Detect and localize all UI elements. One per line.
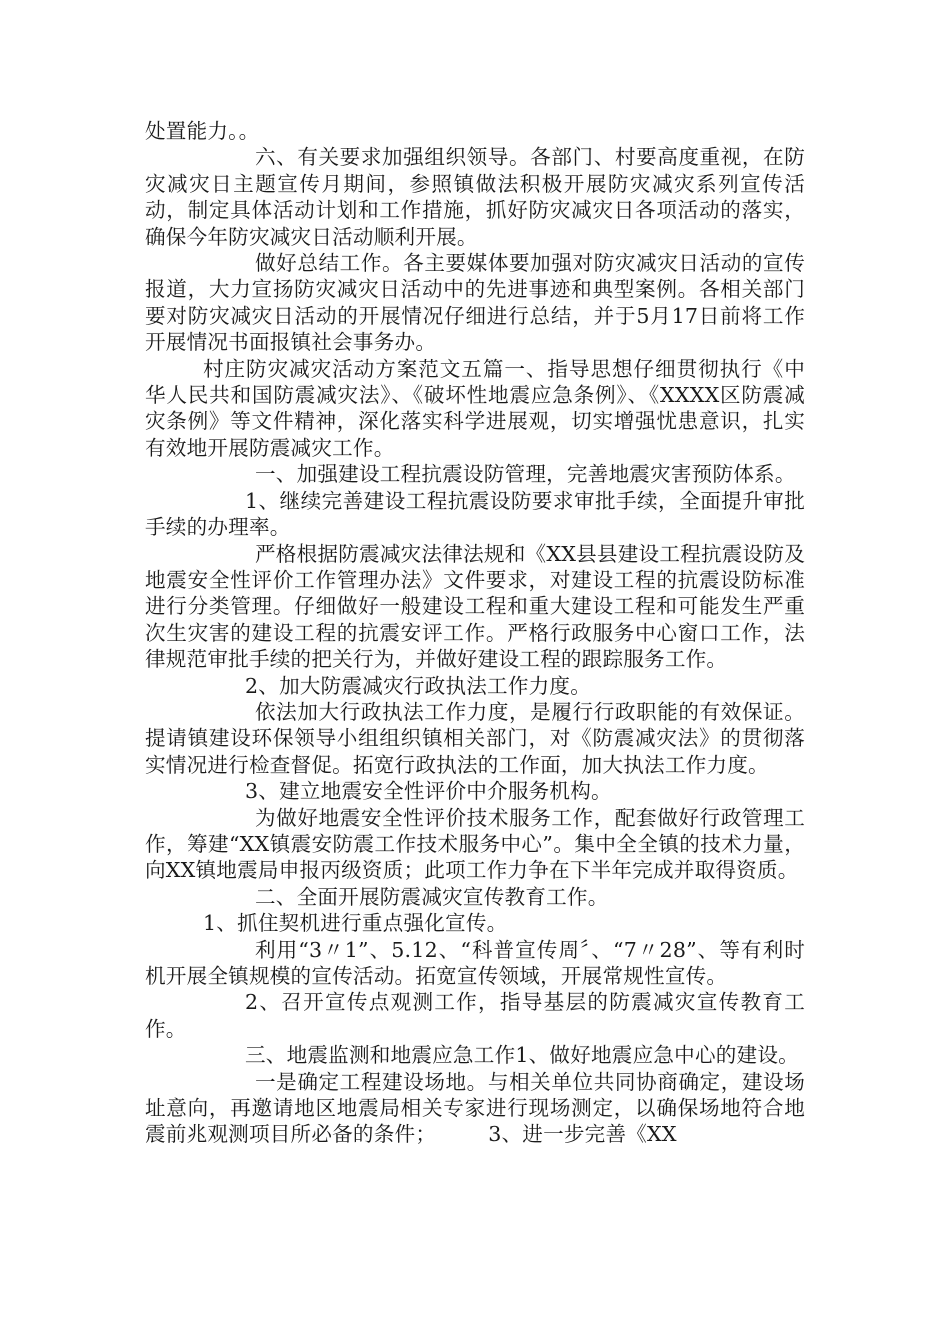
paragraph: 依法加大行政执法工作力度，是履行行政职能的有效保证。提请镇建设环保领导小组组织镇相关部门，对《防震减灾法》的贯彻落实情况进行检查督促。拓宽行政执法的工作面，加大执法工作力度。: [145, 699, 805, 777]
paragraph: 六、有关要求加强组织领导。各部门、村要高度重视，在防灾减灾日主题宣传月期间，参照镇做法积极开展防灾减灾系列宣传活动，制定具体活动计划和工作措施，抓好防灾减灾日各项活动的落实，确保今年防灾减灾日活动顺利开展。: [145, 145, 805, 249]
paragraph: 严格根据防震减灾法律法规和《XX县县建设工程抗震设防及地震安全性评价工作管理办法》文件要求，对建设工程的抗震设防标准进行分类管理。仔细做好一般建设工程和重大建设工程和可能发生严重次生灾害的建设工程的抗震安评工作。严格行政服务中心窗口工作，法律规范审批手续的把关行为，并做好建设工程的跟踪服务工作。: [145, 541, 805, 672]
paragraph: 利用“3〃1”、5.12、“科普宣传周〞、“7〃28”、等有利时机开展全镇规模的宣传活动。拓宽宣传领域，开展常规性宣传。: [145, 937, 805, 988]
subsection-heading: 1、继续完善建设工程抗震设防要求审批手续，全面提升审批手续的办理率。: [145, 488, 805, 540]
section-heading: 二、全面开展防震减灾宣传教育工作。: [255, 884, 609, 909]
subsection-heading: 3、建立地震安全性评价中介服务机构。: [245, 779, 612, 804]
paragraph: 村庄防灾减灾活动方案范文五篇一、指导思想仔细贯彻执行《中华人民共和国防震减灾法》、《破坏性地震应急条例》、《XXXX区防震减灾条例》等文件精神，深化落实科学进展观，切实增强忧患意识，扎实有效地开展防震减灾工作。: [145, 356, 805, 460]
section-heading: 一、加强建设工程抗震设防管理，完善地震灾害预防体系。: [255, 462, 796, 487]
subsection-heading: 1、抓住契机进行重点强化宣传。: [203, 911, 508, 936]
paragraph: 为做好地震安全性评价技术服务工作，配套做好行政管理工作，筹建“XX镇震安防震工作技术服务中心”。集中全全镇的技术力量，向XX镇地震局申报丙级资质；此项工作力争在下半年完成并取得资质。: [145, 805, 805, 883]
subsection-heading: 2、加大防震减灾行政执法工作力度。: [245, 673, 592, 698]
document-page: [145, 118, 805, 1148]
subsection-heading: 2、召开宣传点观测工作，指导基层的防震减灾宣传教育工作。: [145, 990, 805, 1041]
paragraph: 处置能力。。: [145, 119, 260, 143]
paragraph: 做好总结工作。各主要媒体要加强对防灾减灾日活动的宣传报道，大力宣扬防灾减灾日活动中的先进事迹和典型案例。各相关部门要对防灾减灾日活动的开展情况仔细进行总结，并于5月17日前将工作开展情况书面报镇社会事务办。: [145, 251, 805, 355]
paragraph: 一是确定工程建设场地。与相关单位共同协商确定，建设场址意向，再邀请地区地震局相关专家进行现场测定，以确保场地符合地震前兆观测项目所必备的条件； 3、进一步完善《XX: [145, 1069, 805, 1147]
section-heading: 三、地震监测和地震应急工作1、做好地震应急中心的建设。: [245, 1043, 799, 1068]
